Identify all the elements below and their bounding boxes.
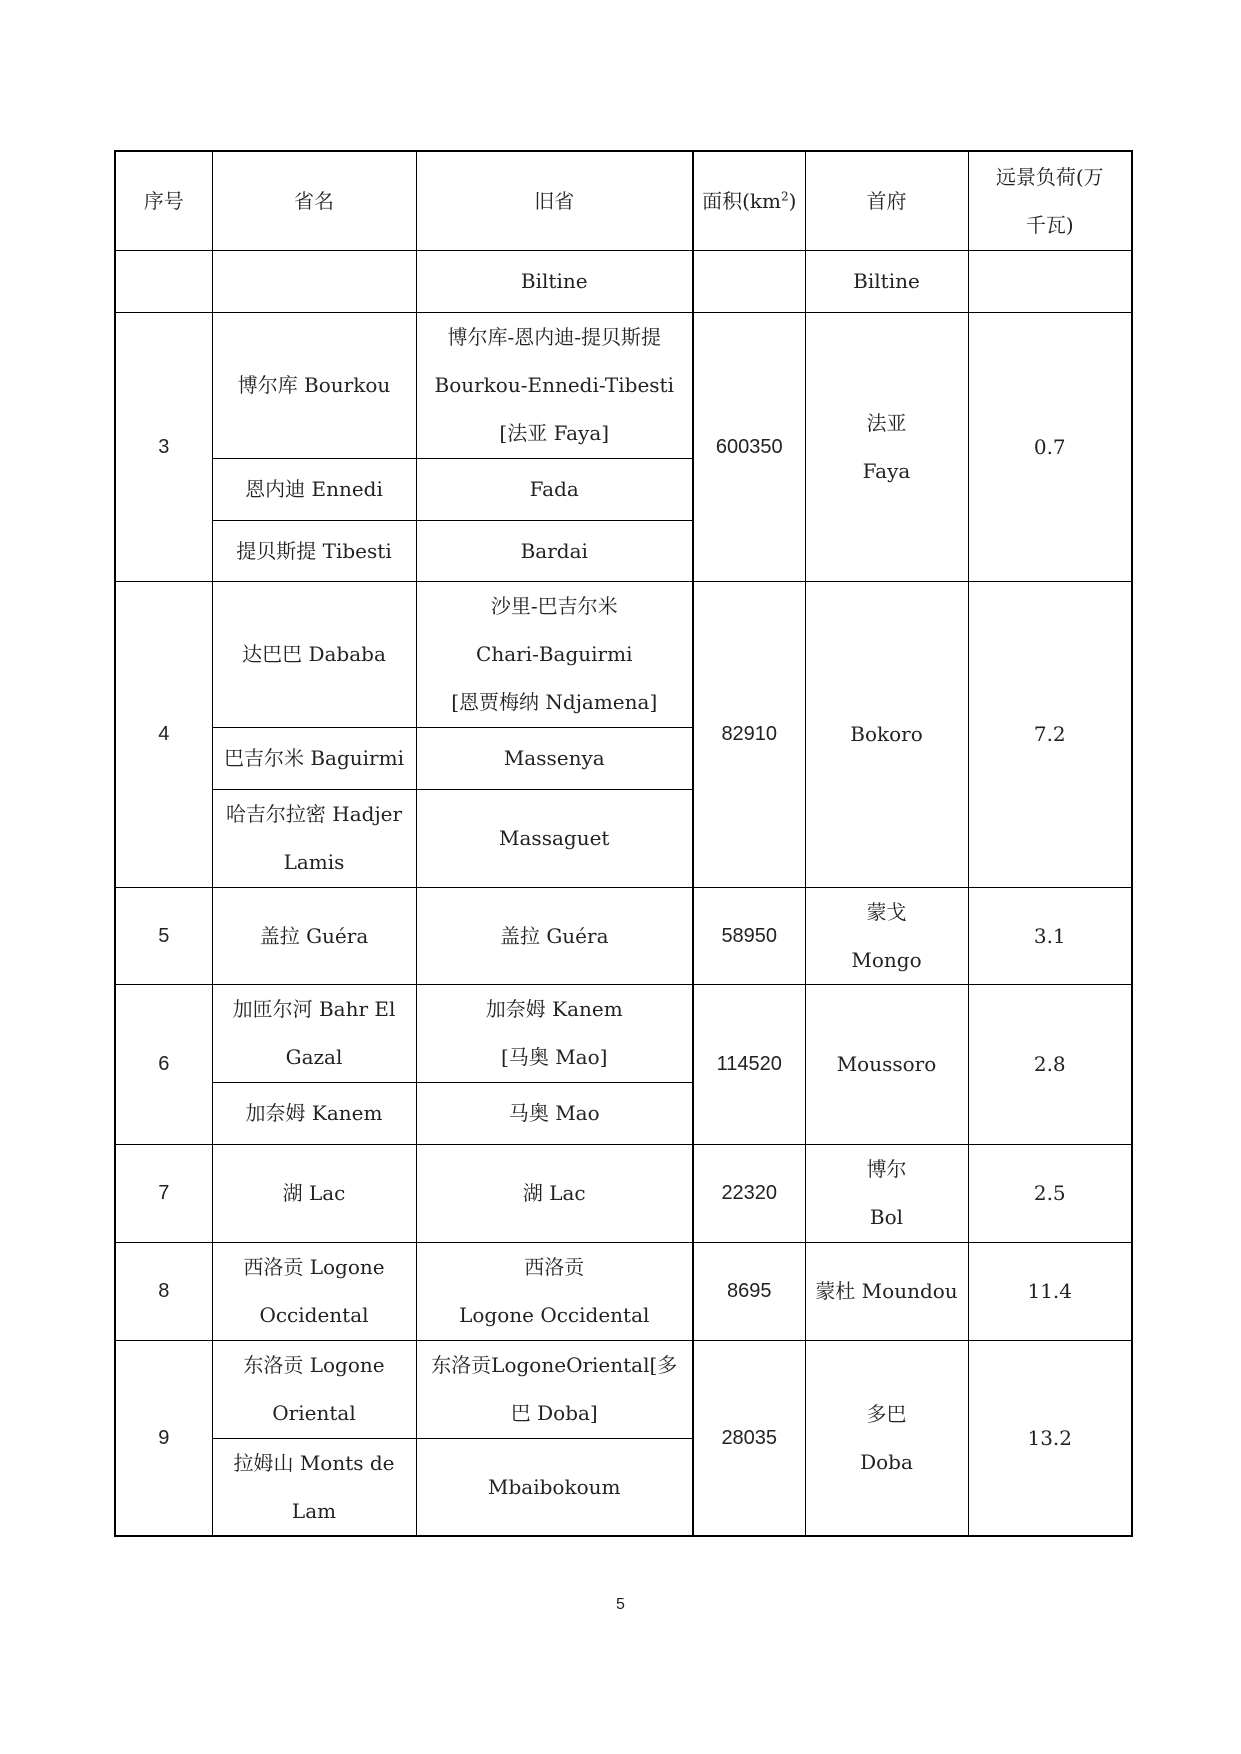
header-old-province: 旧省 bbox=[416, 151, 693, 250]
table-row bbox=[115, 1340, 1132, 1438]
cell-province: 加奈姆 Kanem bbox=[212, 1082, 416, 1144]
cell-area: 114520 bbox=[693, 984, 805, 1144]
cell-old-province: 东洛贡LogoneOriental[多 巴 Doba] bbox=[416, 1340, 693, 1438]
cell-seq: 6 bbox=[115, 984, 212, 1144]
cell-seq: 9 bbox=[115, 1340, 212, 1536]
cell-province: 湖 Lac bbox=[212, 1144, 416, 1242]
cell-load: 7.2 bbox=[968, 581, 1132, 887]
cell-province: 恩内迪 Ennedi bbox=[212, 458, 416, 520]
table-row bbox=[115, 887, 1132, 984]
cell-province: 巴吉尔米 Baguirmi bbox=[212, 727, 416, 789]
cell-old-province: Massaguet bbox=[416, 789, 693, 887]
page-number: 5 bbox=[616, 1596, 625, 1613]
cell-province: 博尔库 Bourkou bbox=[212, 312, 416, 458]
cell-area bbox=[693, 250, 805, 312]
cell-area: 8695 bbox=[693, 1242, 805, 1340]
cell-capital: Moussoro bbox=[805, 984, 968, 1144]
cell-old-province: Massenya bbox=[416, 727, 693, 789]
table-row bbox=[115, 984, 1132, 1082]
cell-old-province: 盖拉 Guéra bbox=[416, 887, 693, 984]
cell-capital: 蒙杜 Moundou bbox=[805, 1242, 968, 1340]
cell-load: 0.7 bbox=[968, 312, 1132, 581]
header-row bbox=[115, 151, 1132, 250]
header-area: 面积$(km^2)$ bbox=[693, 151, 805, 250]
cell-province: 提贝斯提 Tibesti bbox=[212, 520, 416, 581]
cell-province: 哈吉尔拉密 Hadjer Lamis bbox=[212, 789, 416, 887]
cell-area: 28035 bbox=[693, 1340, 805, 1536]
cell-old-province: 湖 Lac bbox=[416, 1144, 693, 1242]
cell-province: 达巴巴 Dababa bbox=[212, 581, 416, 727]
cell-old-province: Fada bbox=[416, 458, 693, 520]
cell-load: 13.2 bbox=[968, 1340, 1132, 1536]
cell-old-province: Mbaibokoum bbox=[416, 1438, 693, 1536]
table-row bbox=[115, 250, 1132, 312]
cell-old-province: 马奥 Mao bbox=[416, 1082, 693, 1144]
cell-capital: 多巴 Doba bbox=[805, 1340, 968, 1536]
cell-old-province: 沙里-巴吉尔米 Chari-Baguirmi [恩贾梅纳 Ndjamena] bbox=[416, 581, 693, 727]
cell-load: 2.5 bbox=[968, 1144, 1132, 1242]
cell-seq: 8 bbox=[115, 1242, 212, 1340]
cell-load: 11.4 bbox=[968, 1242, 1132, 1340]
header-load: 远景负荷(万 千瓦) bbox=[968, 151, 1132, 250]
province-table bbox=[114, 150, 1133, 1537]
cell-old-province: Bardai bbox=[416, 520, 693, 581]
header-province: 省名 bbox=[212, 151, 416, 250]
cell-capital: 法亚 Faya bbox=[805, 312, 968, 581]
header-seq: 序号 bbox=[115, 151, 212, 250]
cell-load: 3.1 bbox=[968, 887, 1132, 984]
cell-capital: 蒙戈 Mongo bbox=[805, 887, 968, 984]
cell-capital: 博尔 Bol bbox=[805, 1144, 968, 1242]
header-capital: 首府 bbox=[805, 151, 968, 250]
cell-seq: 3 bbox=[115, 312, 212, 581]
cell-old-province: 西洛贡 Logone Occidental bbox=[416, 1242, 693, 1340]
cell-capital: Bokoro bbox=[805, 581, 968, 887]
cell-seq: 7 bbox=[115, 1144, 212, 1242]
cell-old-province: 加奈姆 Kanem [马奥 Mao] bbox=[416, 984, 693, 1082]
table-row bbox=[115, 312, 1132, 458]
cell-area: 600350 bbox=[693, 312, 805, 581]
cell-load bbox=[968, 250, 1132, 312]
cell-area: 58950 bbox=[693, 887, 805, 984]
cell-area: 22320 bbox=[693, 1144, 805, 1242]
cell-area: 82910 bbox=[693, 581, 805, 887]
cell-old-province: 博尔库-恩内迪-提贝斯提 Bourkou-Ennedi-Tibesti [法亚 Faya] bbox=[416, 312, 693, 458]
table-row bbox=[115, 581, 1132, 727]
table-row bbox=[115, 1242, 1132, 1340]
cell-province: 东洛贡 Logone Oriental bbox=[212, 1340, 416, 1438]
table-row bbox=[115, 1144, 1132, 1242]
cell-seq bbox=[115, 250, 212, 312]
cell-province bbox=[212, 250, 416, 312]
cell-province: 加匝尔河 Bahr El Gazal bbox=[212, 984, 416, 1082]
cell-seq: 4 bbox=[115, 581, 212, 887]
cell-seq: 5 bbox=[115, 887, 212, 984]
cell-province: 盖拉 Guéra bbox=[212, 887, 416, 984]
cell-capital: Biltine bbox=[805, 250, 968, 312]
cell-load: 2.8 bbox=[968, 984, 1132, 1144]
cell-province: 西洛贡 Logone Occidental bbox=[212, 1242, 416, 1340]
cell-old-province: Biltine bbox=[416, 250, 693, 312]
cell-province: 拉姆山 Monts de Lam bbox=[212, 1438, 416, 1536]
